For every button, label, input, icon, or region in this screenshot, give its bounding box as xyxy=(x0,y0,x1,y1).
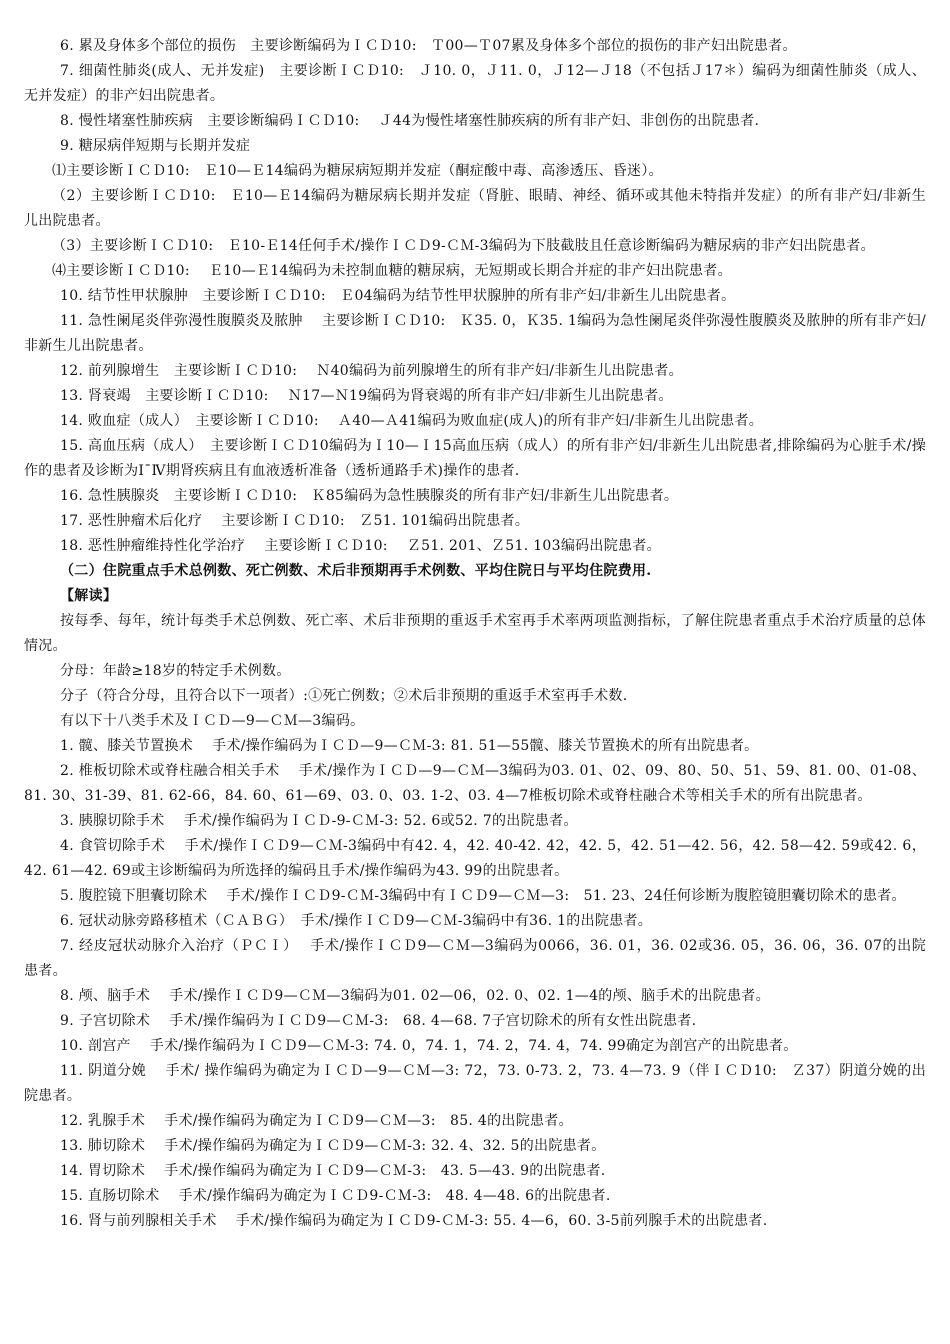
item-sepsis: 14. 败血症（成人） 主要诊断ＩＣＤ10: Ａ40—Ａ41编码为败血症(成人)的所有非产妇/非新生儿出院患者。 xyxy=(60,413,764,429)
surgery-item-4: 4. 食管切除手术 手术/操作ＩＣＤ9—ＣＭ-3编码中有42. 4，42. 40-42. 42，42. 5，42. 51—42. 56，42. 58—42. 59或42. 6，42. 61—42. 69或主诊断编码为所选择的编码且手术/操作编码为43. 99的出院患者。 xyxy=(24,838,926,879)
surgery-item-11: 11. 阴道分娩 手术/ 操作编码为确定为ＩＣＤ—9—ＣＭ—3: 72，73. 0-73. 2，73. 4—73. 9（伴ＩＣＤ10: Ｚ37）阴道分娩的出院患者。 xyxy=(24,1063,926,1104)
item-multiple-injury: 6. 累及身体多个部位的损伤 主要诊断编码为ＩＣＤ10: Ｔ00—Ｔ07累及身体多个部位的损伤的非产妇出院患者。 xyxy=(60,38,797,54)
interpretation-label: 【解读】 xyxy=(60,588,118,604)
surgery-item-10: 10. 剖宫产 手术/操作编码为ＩＣＤ9—ＣＭ-3: 74. 0，74. 1，74. 2，74. 4，74. 99确定为剖宫产的出院患者。 xyxy=(60,1038,798,1054)
surgery-item-12: 12. 乳腺手术 手术/操作编码为确定为ＩＣＤ9—ＣＭ—3: 85. 4的出院患者。 xyxy=(60,1113,573,1129)
surgery-item-1: 1. 髋、膝关节置换术 手术/操作编码为ＩＣＤ—9—ＣＭ-3: 81. 51—55髋、膝关节置换术的所有出院患者。 xyxy=(60,738,759,754)
surgery-item-5: 5. 腹腔镜下胆囊切除术 手术/操作ＩＣＤ9-ＣＭ-3编码中有ＩＣＤ9—ＣＭ—3: 51. 23、24任何诊断为腹腔镜胆囊切除术的患者。 xyxy=(60,888,906,904)
surgery-list-intro: 有以下十八类手术及ＩＣＤ—9—ＣＭ—3编码。 xyxy=(60,713,365,729)
section-heading: （二）住院重点手术总例数、死亡例数、术后非预期再手术例数、平均住院日与平均住院费用. xyxy=(60,563,652,579)
surgery-item-13: 13. 肺切除术 手术/操作编码为确定为ＩＣＤ9—ＣＭ-3: 32. 4、32. 5的出院患者。 xyxy=(60,1138,606,1154)
item-nodular-goiter: 10. 结节性甲状腺肿 主要诊断ＩＣＤ10: Ｅ04编码为结节性甲状腺肿的所有非产妇/非新生儿出院患者。 xyxy=(60,288,736,304)
item-diabetes-sub-1: ⑴主要诊断ＩＣＤ10: Ｅ10—Ｅ14编码为糖尿病短期并发症（酮症酸中毒、高渗透压、昏迷）。 xyxy=(52,163,663,179)
surgery-item-15: 15. 直肠切除术 手术/操作编码为确定为ＩＣＤ9-ＣＭ-3: 48. 4—48. 6的出院患者. xyxy=(60,1188,611,1204)
surgery-item-14: 14. 胃切除术 手术/操作编码为确定为ＩＣＤ9—ＣＭ-3: 43. 5—43. 9的出院患者. xyxy=(60,1163,606,1179)
surgery-item-9: 9. 子宫切除术 手术/操作编码为ＩＣＤ9—ＣＭ-3: 68. 4—68. 7子宫切除术的所有女性出院患者. xyxy=(60,1013,697,1029)
item-bacterial-pneumonia: 7. 细菌性肺炎(成人、无并发症) 主要诊断ＩＣＤ10: Ｊ10. 0，Ｊ11. 0，Ｊ12—Ｊ18（不包括Ｊ17＊）编码为细菌性肺炎（成人、无并发症）的非产妇出院患者。 xyxy=(24,63,926,104)
item-postop-chemo: 17. 恶性肿瘤术后化疗 主要诊断ＩＣＤ10: Ｚ51. 101编码出院患者。 xyxy=(60,513,530,529)
item-maintenance-chemo: 18. 恶性肿瘤维持性化学治疗 主要诊断ＩＣＤ10: Ｚ51. 201、Ｚ51. 103编码出院患者。 xyxy=(60,538,661,554)
item-prostate-hyperplasia: 12. 前列腺增生 主要诊断ＩＣＤ10: Ｎ40编码为前列腺增生的所有非产妇/非新生儿出院患者。 xyxy=(60,363,683,379)
surgery-item-8: 8. 颅、脑手术 手术/操作ＩＣＤ9—ＣＭ—3编码为01. 02—06，02. 0、02. 1—4的颅、脑手术的出院患者。 xyxy=(60,988,770,1004)
item-appendicitis: 11. 急性阑尾炎伴弥漫性腹膜炎及脓肿 主要诊断ＩＣＤ10: Ｋ35. 0，Ｋ35. 1编码为急性阑尾炎伴弥漫性腹膜炎及脓肿的所有非产妇/非新生儿出院患者。 xyxy=(24,313,926,354)
surgery-item-7: 7. 经皮冠状动脉介入治疗（ＰＣＩ） 手术/操作ＩＣＤ9—ＣＭ—3编码为0066，36. 01，36. 02或36. 05，36. 06，36. 07的出院患者。 xyxy=(24,938,926,979)
item-diabetes-sub-4: ⑷主要诊断ＩＣＤ10: Ｅ10—Ｅ14编码为未控制血糖的糖尿病，无短期或长期合并症的非产妇出院患者。 xyxy=(52,263,732,279)
item-diabetes-sub-2: （2）主要诊断ＩＣＤ10: Ｅ10—Ｅ14编码为糖尿病长期并发症（肾脏、眼睛、神经、循环或其他未特指并发症）的所有非产妇/非新生儿出院患者。 xyxy=(24,188,926,229)
denominator-text: 分母：年龄≥18岁的特定手术例数。 xyxy=(60,663,291,679)
surgery-item-2: 2. 椎板切除术或脊柱融合相关手术 手术/操作为ＩＣＤ—9—ＣＭ—3编码为03. 01、02、09、80、50、51、59、81. 00、01-08、81. 30、31-39、81. 62-66，84. 60、61—69、03. 0、03. 1-2、03. 4—7椎板切除术或脊柱融合术等相关手术的所有出院患者。 xyxy=(24,763,926,804)
item-diabetes-sub-3: （3）主要诊断ＩＣＤ10: Ｅ10-Ｅ14任何手术/操作ＩＣＤ9-ＣＭ-3编码为下肢截肢且任意诊断编码为糖尿病的非产妇出院患者。 xyxy=(52,238,875,254)
item-pancreatitis: 16. 急性胰腺炎 主要诊断ＩＣＤ10: Ｋ85编码为急性胰腺炎的所有非产妇/非新生儿出院患者。 xyxy=(60,488,679,504)
numerator-text: 分子（符合分母，且符合以下一项者）:①死亡例数；②术后非预期的重返手术室再手术数. xyxy=(60,688,628,704)
surgery-item-6: 6. 冠状动脉旁路移植术（ＣＡＢＧ） 手术/操作ＩＣＤ9—ＣＭ-3编码中有36. 1的出院患者。 xyxy=(60,913,653,929)
surgery-item-3: 3. 胰腺切除手术 手术/操作编码为ＩＣＤ-9-ＣＭ-3: 52. 6或52. 7的出院患者。 xyxy=(60,813,578,829)
item-renal-failure: 13. 肾衰竭 主要诊断ＩＣＤ10: Ｎ17—Ｎ19编码为肾衰竭的所有非产妇/非新生儿出院患者。 xyxy=(60,388,673,404)
interpretation-text: 按每季、每年，统计每类手术总例数、死亡率、术后非预期的重返手术室再手术率两项监测指标，了解住院患者重点手术治疗质量的总体情况。 xyxy=(24,613,926,654)
surgery-item-16: 16. 肾与前列腺相关手术 手术/操作编码为确定为ＩＣＤ9-ＣＭ-3: 55. 4—6，60. 3-5前列腺手术的出院患者. xyxy=(60,1213,768,1229)
item-hypertension: 15. 高血压病（成人） 主要诊断ＩＣＤ10编码为Ｉ10—Ｉ15高血压病（成人）的所有非产妇/非新生儿出院患者,排除编码为心脏手术/操作的患者及诊断为Ⅰ¯Ⅳ期肾疾病且有血液透析准备（透析通路手术)操作的患者. xyxy=(24,438,926,479)
item-copd: 8. 慢性堵塞性肺疾病 主要诊断编码ＩＣＤ10: Ｊ44为慢性堵塞性肺疾病的所有非产妇、非创伤的出院患者. xyxy=(60,113,760,129)
item-diabetes-complications: 9. 糖尿病伴短期与长期并发症 xyxy=(60,138,251,154)
